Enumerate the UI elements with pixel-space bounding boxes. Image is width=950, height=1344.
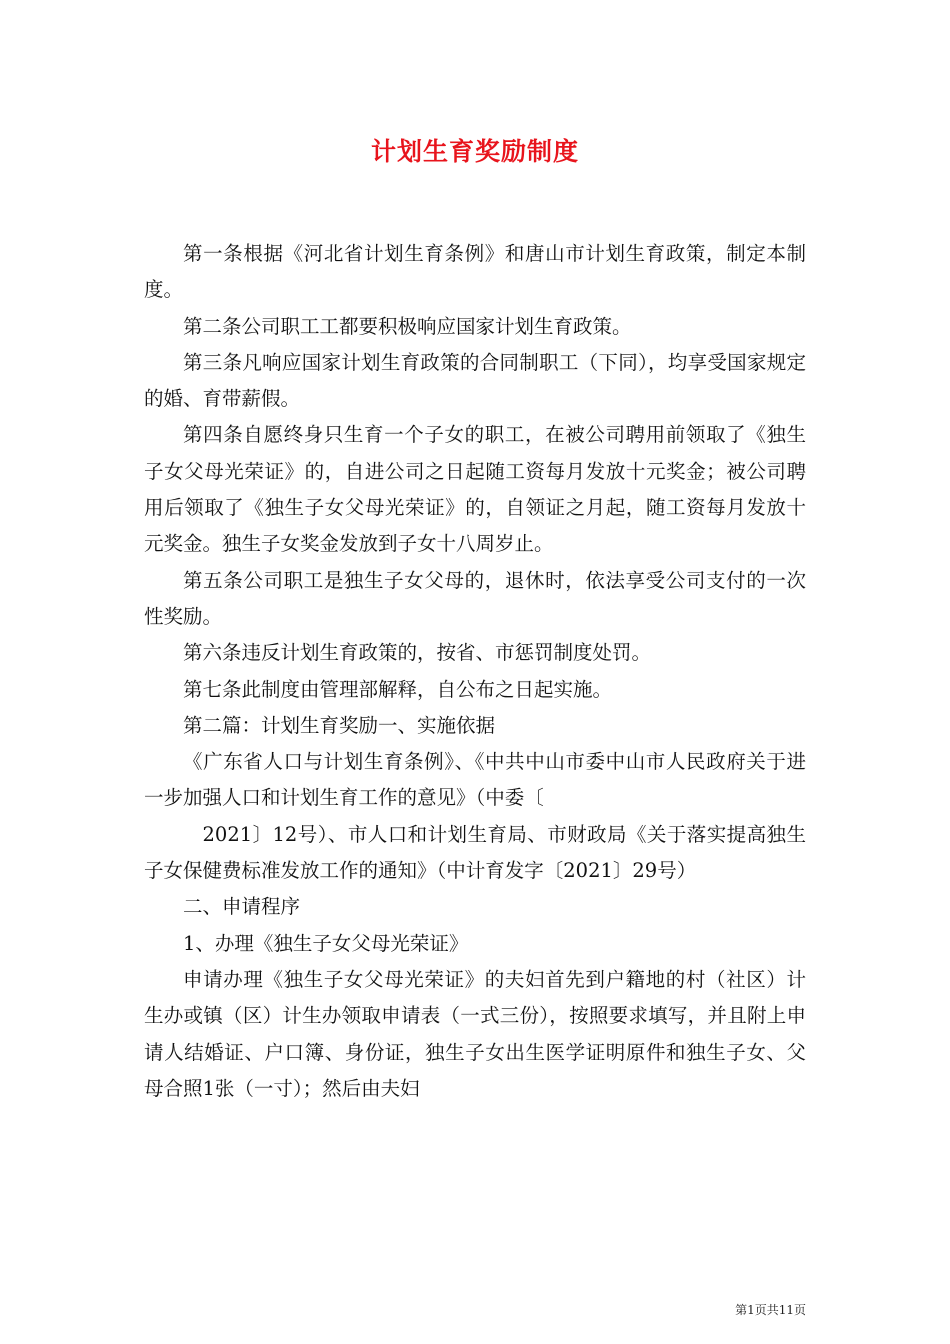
document-title: 计划生育奖励制度 (370, 137, 579, 166)
paragraph-procedure-text: 申请办理《独生子女父母光荣证》的夫妇首先到户籍地的村（社区）计生办或镇（区）计生办领取申请表（一式三份），按照要求填写，并且附上申请人结婚证、户口簿、身份证，独生子女出生医学证明原件和独生子女、父母合照1张（一寸）；然后由夫妇 (144, 967, 806, 1100)
paragraph-article-2: 第二条公司职工工都要积极响应国家计划生育政策。 (183, 314, 632, 338)
document-body (144, 236, 806, 1107)
paragraph-procedure-heading: 二、申请程序 (183, 895, 301, 919)
paragraph-article-5: 第五条公司职工是独生子女父母的，退休时，依法享受公司支付的一次性奖励。 (144, 568, 806, 628)
paragraph-basis-2: 2021〕12号）、市人口和计划生育局、市财政局《关于落实提高独生子女保健费标准发放工作的通知》（中计育发字〔2021〕29号） (144, 822, 806, 883)
page-number: 第1页共11页 (735, 1303, 806, 1317)
paragraph-procedure-item: 1、办理《独生子女父母光荣证》 (183, 931, 469, 955)
paragraph-basis-1: 《广东省人口与计划生育条例》、《中共中山市委中山市人民政府关于进一步加强人口和计划生育工作的意见》（中委〔 (144, 750, 806, 810)
paragraph-article-6: 第六条违反计划生育政策的，按省、市惩罚制度处罚。 (183, 641, 652, 665)
paragraph-article-4: 第四条自愿终身只生育一个子女的职工，在被公司聘用前领取了《独生子女父母光荣证》的，自进公司之日起随工资每月发放十元奖金；被公司聘用后领取了《独生子女父母光荣证》的，自领证之月起，随工资每月发放十元奖金。独生子女奖金发放到子女十八周岁止。 (144, 423, 806, 556)
paragraph-article-3: 第三条凡响应国家计划生育政策的合同制职工（下同），均享受国家规定的婚、育带薪假。 (144, 350, 806, 411)
paragraph-section-heading: 第二篇：计划生育奖励一、实施依据 (183, 713, 496, 737)
paragraph-article-1: 第一条根据《河北省计划生育条例》和唐山市计划生育政策，制定本制度。 (144, 242, 806, 302)
paragraph-article-7: 第七条此制度由管理部解释，自公布之日起实施。 (183, 677, 613, 701)
